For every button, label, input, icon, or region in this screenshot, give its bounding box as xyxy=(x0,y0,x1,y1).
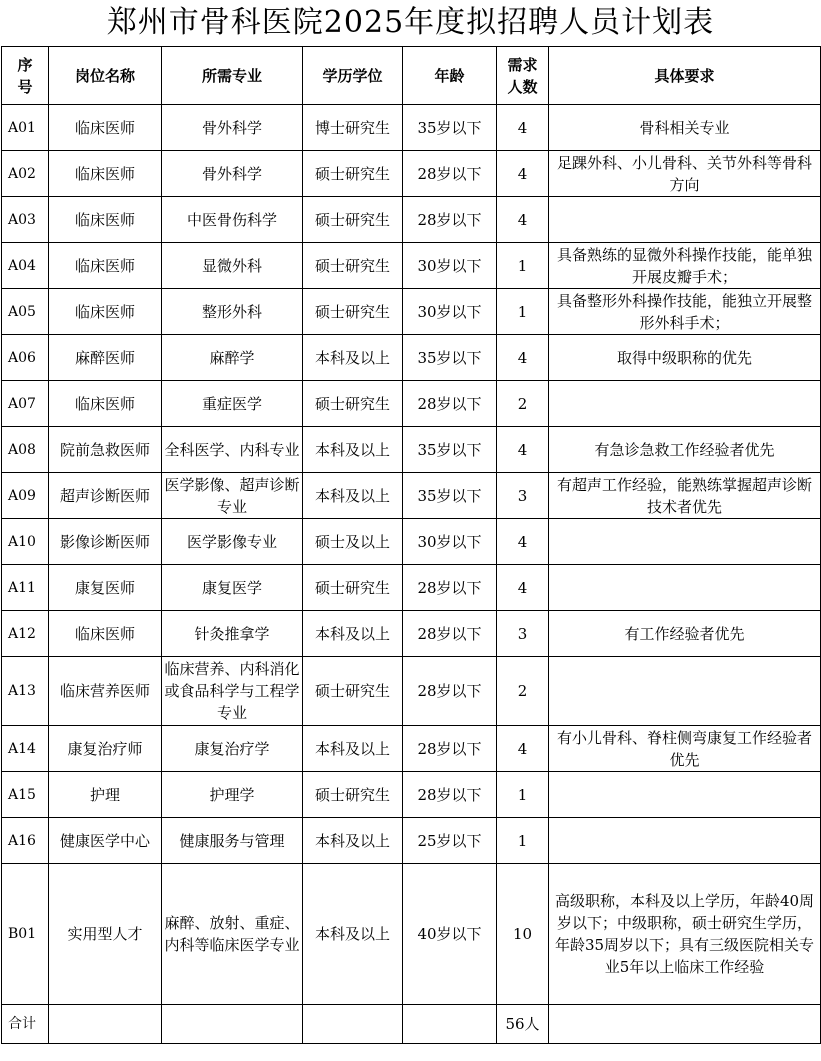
row-major: 临床营养、内科消化或食品科学与工程学专业 xyxy=(162,657,303,726)
row-count: 2 xyxy=(497,657,549,726)
row-age: 35岁以下 xyxy=(403,427,497,473)
row-age: 28岁以下 xyxy=(403,197,497,243)
row-requirements xyxy=(549,565,821,611)
row-major: 医学影像、超声诊断专业 xyxy=(162,473,303,519)
row-requirements: 有超声工作经验，能熟练掌握超声诊断技术者优先 xyxy=(549,473,821,519)
row-requirements: 有小儿骨科、脊柱侧弯康复工作经验者优先 xyxy=(549,726,821,772)
row-degree: 硕士及以上 xyxy=(303,519,403,565)
row-major: 中医骨伤科学 xyxy=(162,197,303,243)
row-major: 针灸推拿学 xyxy=(162,611,303,657)
empty-cell xyxy=(303,1005,403,1044)
header-major: 所需专业 xyxy=(162,47,303,105)
row-count: 4 xyxy=(497,519,549,565)
row-age: 35岁以下 xyxy=(403,105,497,151)
table-row xyxy=(2,105,821,151)
row-code: A12 xyxy=(2,611,49,657)
row-major: 医学影像专业 xyxy=(162,519,303,565)
row-major: 骨外科学 xyxy=(162,151,303,197)
row-code: A04 xyxy=(2,243,49,289)
row-code: A14 xyxy=(2,726,49,772)
row-degree: 本科及以上 xyxy=(303,818,403,864)
row-degree: 本科及以上 xyxy=(303,864,403,1005)
row-post-name: 康复医师 xyxy=(49,565,162,611)
row-age: 28岁以下 xyxy=(403,726,497,772)
row-count: 1 xyxy=(497,289,549,335)
row-code: A02 xyxy=(2,151,49,197)
row-count: 4 xyxy=(497,197,549,243)
row-degree: 硕士研究生 xyxy=(303,151,403,197)
row-code: A05 xyxy=(2,289,49,335)
row-post-name: 护理 xyxy=(49,772,162,818)
row-post-name: 超声诊断医师 xyxy=(49,473,162,519)
row-age: 30岁以下 xyxy=(403,243,497,289)
header-requirements: 具体要求 xyxy=(549,47,821,105)
row-post-name: 临床医师 xyxy=(49,243,162,289)
row-code: A16 xyxy=(2,818,49,864)
row-requirements: 有工作经验者优先 xyxy=(549,611,821,657)
row-major: 护理学 xyxy=(162,772,303,818)
page-title: 郑州市骨科医院2025年度拟招聘人员计划表 xyxy=(106,5,715,40)
header-count: 需求人数 xyxy=(497,47,549,105)
row-major: 康复治疗学 xyxy=(162,726,303,772)
header-degree: 学历学位 xyxy=(303,47,403,105)
row-degree: 硕士研究生 xyxy=(303,565,403,611)
header-row xyxy=(2,47,821,105)
row-requirements xyxy=(549,772,821,818)
row-post-name: 影像诊断医师 xyxy=(49,519,162,565)
row-code: A11 xyxy=(2,565,49,611)
empty-cell xyxy=(549,1005,821,1044)
row-count: 1 xyxy=(497,772,549,818)
row-requirements: 高级职称，本科及以上学历，年龄40周岁以下；中级职称，硕士研究生学历，年龄35周岁以下；具有三级医院相关专业5年以上临床工作经验 xyxy=(549,864,821,1005)
row-code: B01 xyxy=(2,864,49,1005)
row-count: 10 xyxy=(497,864,549,1005)
row-requirements xyxy=(549,657,821,726)
row-code: A09 xyxy=(2,473,49,519)
row-requirements xyxy=(549,381,821,427)
row-post-name: 实用型人才 xyxy=(49,864,162,1005)
row-post-name: 临床医师 xyxy=(49,381,162,427)
row-post-name: 院前急救医师 xyxy=(49,427,162,473)
row-major: 全科医学、内科专业 xyxy=(162,427,303,473)
table-row xyxy=(2,335,821,381)
row-major: 麻醉学 xyxy=(162,335,303,381)
row-degree: 本科及以上 xyxy=(303,726,403,772)
table-row xyxy=(2,381,821,427)
row-count: 4 xyxy=(497,565,549,611)
row-count: 3 xyxy=(497,611,549,657)
row-major: 整形外科 xyxy=(162,289,303,335)
row-age: 28岁以下 xyxy=(403,657,497,726)
row-age: 28岁以下 xyxy=(403,611,497,657)
row-count: 4 xyxy=(497,151,549,197)
row-degree: 硕士研究生 xyxy=(303,772,403,818)
row-requirements: 有急诊急救工作经验者优先 xyxy=(549,427,821,473)
row-major: 重症医学 xyxy=(162,381,303,427)
row-degree: 硕士研究生 xyxy=(303,197,403,243)
row-degree: 本科及以上 xyxy=(303,611,403,657)
row-post-name: 临床医师 xyxy=(49,151,162,197)
header-age: 年龄 xyxy=(403,47,497,105)
table-row xyxy=(2,243,821,289)
table-row xyxy=(2,473,821,519)
row-degree: 硕士研究生 xyxy=(303,289,403,335)
table-row xyxy=(2,611,821,657)
row-major: 显微外科 xyxy=(162,243,303,289)
row-age: 28岁以下 xyxy=(403,772,497,818)
row-degree: 硕士研究生 xyxy=(303,243,403,289)
row-code: A15 xyxy=(2,772,49,818)
row-major: 骨外科学 xyxy=(162,105,303,151)
total-row xyxy=(2,1005,821,1044)
row-age: 40岁以下 xyxy=(403,864,497,1005)
row-major: 康复医学 xyxy=(162,565,303,611)
row-age: 28岁以下 xyxy=(403,381,497,427)
row-post-name: 康复治疗师 xyxy=(49,726,162,772)
row-major: 健康服务与管理 xyxy=(162,818,303,864)
recruitment-table xyxy=(1,46,821,1044)
row-post-name: 临床医师 xyxy=(49,289,162,335)
total-count: 56人 xyxy=(497,1005,549,1044)
header-seq: 序号 xyxy=(2,47,49,105)
row-age: 35岁以下 xyxy=(403,473,497,519)
row-requirements: 具备整形外科操作技能，能独立开展整形外科手术； xyxy=(549,289,821,335)
row-requirements: 骨科相关专业 xyxy=(549,105,821,151)
row-count: 3 xyxy=(497,473,549,519)
table-row xyxy=(2,657,821,726)
row-count: 4 xyxy=(497,335,549,381)
row-count: 4 xyxy=(497,105,549,151)
total-label: 合计 xyxy=(2,1005,49,1044)
row-post-name: 临床营养医师 xyxy=(49,657,162,726)
row-age: 30岁以下 xyxy=(403,519,497,565)
header-post: 岗位名称 xyxy=(49,47,162,105)
row-post-name: 临床医师 xyxy=(49,611,162,657)
row-count: 1 xyxy=(497,243,549,289)
row-requirements: 具备熟练的显微外科操作技能，能单独开展皮瓣手术； xyxy=(549,243,821,289)
row-requirements: 足踝外科、小儿骨科、关节外科等骨科方向 xyxy=(549,151,821,197)
table-row xyxy=(2,197,821,243)
row-degree: 博士研究生 xyxy=(303,105,403,151)
row-degree: 硕士研究生 xyxy=(303,657,403,726)
row-code: A13 xyxy=(2,657,49,726)
row-age: 35岁以下 xyxy=(403,335,497,381)
row-count: 4 xyxy=(497,726,549,772)
row-age: 28岁以下 xyxy=(403,565,497,611)
row-code: A03 xyxy=(2,197,49,243)
row-code: A08 xyxy=(2,427,49,473)
table-row xyxy=(2,726,821,772)
row-count: 2 xyxy=(497,381,549,427)
row-age: 25岁以下 xyxy=(403,818,497,864)
row-degree: 本科及以上 xyxy=(303,427,403,473)
row-major: 麻醉、放射、重症、内科等临床医学专业 xyxy=(162,864,303,1005)
row-post-name: 临床医师 xyxy=(49,197,162,243)
empty-cell xyxy=(49,1005,162,1044)
empty-cell xyxy=(162,1005,303,1044)
row-code: A06 xyxy=(2,335,49,381)
row-degree: 本科及以上 xyxy=(303,473,403,519)
row-age: 30岁以下 xyxy=(403,289,497,335)
row-degree: 本科及以上 xyxy=(303,335,403,381)
table-row xyxy=(2,151,821,197)
row-code: A07 xyxy=(2,381,49,427)
row-age: 28岁以下 xyxy=(403,151,497,197)
table-row xyxy=(2,427,821,473)
row-count: 1 xyxy=(497,818,549,864)
table-row xyxy=(2,818,821,864)
row-post-name: 麻醉医师 xyxy=(49,335,162,381)
row-post-name: 健康医学中心 xyxy=(49,818,162,864)
table-row xyxy=(2,864,821,1005)
table-row xyxy=(2,289,821,335)
table-row xyxy=(2,519,821,565)
row-requirements xyxy=(549,519,821,565)
empty-cell xyxy=(403,1005,497,1044)
row-requirements xyxy=(549,197,821,243)
row-requirements xyxy=(549,818,821,864)
table-row xyxy=(2,565,821,611)
table-row xyxy=(2,772,821,818)
row-count: 4 xyxy=(497,427,549,473)
row-post-name: 临床医师 xyxy=(49,105,162,151)
row-degree: 硕士研究生 xyxy=(303,381,403,427)
row-code: A10 xyxy=(2,519,49,565)
row-code: A01 xyxy=(2,105,49,151)
row-requirements: 取得中级职称的优先 xyxy=(549,335,821,381)
